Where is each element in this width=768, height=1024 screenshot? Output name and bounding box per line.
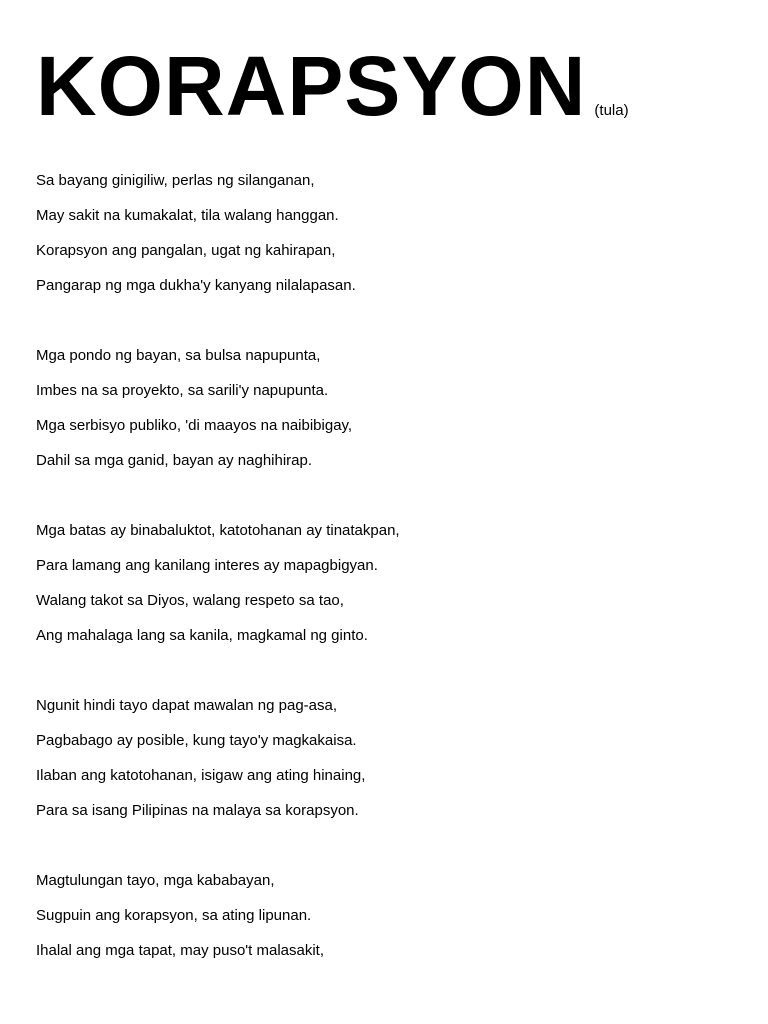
poem-line: Ihalal ang mga tapat, may puso't malasakit, (36, 942, 325, 959)
poem-line: Magtulungan tayo, mga kababayan, (36, 872, 275, 889)
stanza-4 (36, 688, 736, 828)
poem (36, 163, 736, 1003)
stanza-2 (36, 338, 736, 478)
stanza-1 (36, 163, 736, 303)
poem-line: Korapsyon ang pangalan, ugat ng kahirapan, (36, 242, 336, 259)
poem-line: Sugpuin ang korapsyon, sa ating lipunan. (36, 907, 312, 924)
poem-line: Pangarap ng mga dukha'y kanyang nilalapasan. (36, 277, 356, 294)
poem-line: Ilaban ang katotohanan, isigaw ang ating hinaing, (36, 767, 366, 784)
poem-line: Pagbabago ay posible, kung tayo'y magkakaisa. (36, 732, 357, 749)
poem-line: Mga batas ay binabaluktot, katotohanan ay tinatakpan, (36, 522, 400, 539)
page-title: KORAPSYON (36, 39, 587, 133)
poem-line: Imbes na sa proyekto, sa sarili'y napupunta. (36, 382, 329, 399)
title-row (36, 39, 629, 133)
poem-line: May sakit na kumakalat, tila walang hanggan. (36, 207, 339, 224)
poem-line: Para sa isang Pilipinas na malaya sa korapsyon. (36, 802, 359, 819)
poem-line: Sa bayang ginigiliw, perlas ng silanganan, (36, 172, 315, 189)
poem-line: Mga pondo ng bayan, sa bulsa napupunta, (36, 347, 321, 364)
page-subtitle: (tula) (594, 102, 629, 119)
poem-line: Dahil sa mga ganid, bayan ay naghihirap. (36, 452, 313, 469)
poem-line: Walang takot sa Diyos, walang respeto sa tao, (36, 592, 344, 609)
poem-line: Mga serbisyo publiko, 'di maayos na naibibigay, (36, 417, 353, 434)
poem-line: Ang mahalaga lang sa kanila, magkamal ng ginto. (36, 627, 368, 644)
stanza-3 (36, 513, 736, 653)
poem-line: Para lamang ang kanilang interes ay mapagbigyan. (36, 557, 378, 574)
stanza-5 (36, 863, 736, 968)
poem-line: Ngunit hindi tayo dapat mawalan ng pag-asa, (36, 697, 338, 714)
